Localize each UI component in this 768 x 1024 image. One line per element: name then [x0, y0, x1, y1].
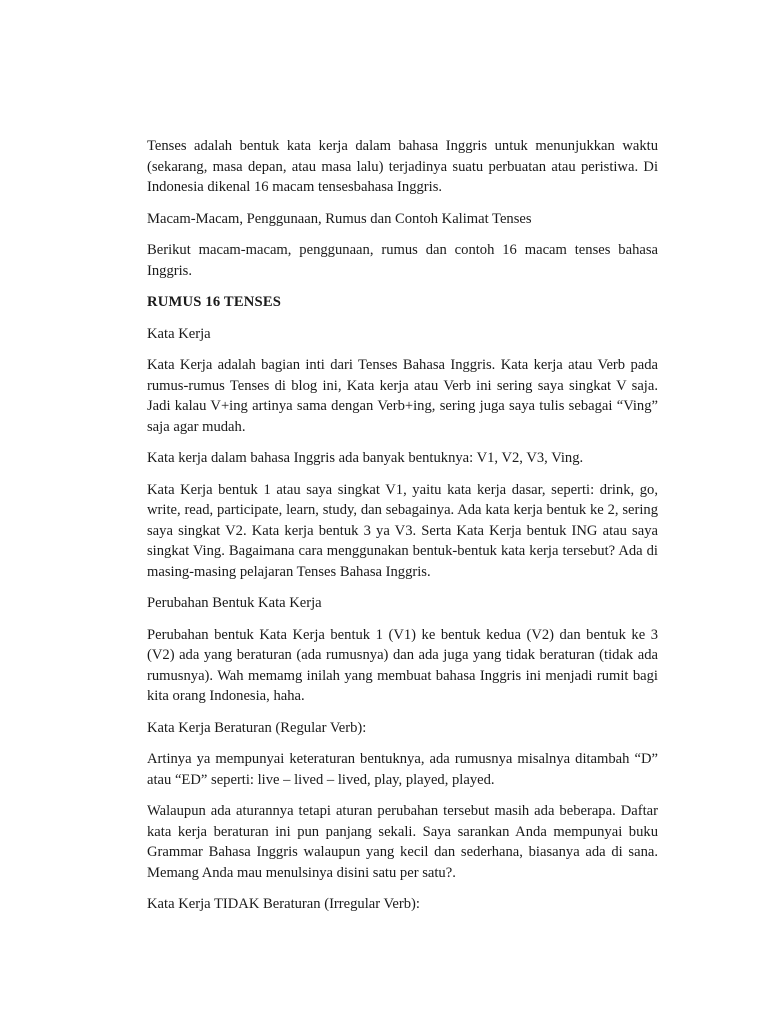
irregular-verb-title: Kata Kerja TIDAK Beraturan (Irregular Verb): [147, 896, 420, 912]
perubahan-paragraph: Perubahan bentuk Kata Kerja bentuk 1 (V1) ke bentuk kedua (V2) dan bentuk ke 3 (V2) ada yang beraturan (ada rumusnya) dan ada juga yang tidak beraturan (tidak ada rumusnya). Wah memamg inilah yang membuat bahasa Inggris ini menjadi rumit bagi kita orang Indonesia, haha. [147, 626, 658, 704]
perubahan-title: Perubahan Bentuk Kata Kerja [147, 595, 322, 611]
subtitle-paragraph: Macam-Macam, Penggunaan, Rumus dan Contoh Kalimat Tenses [147, 210, 532, 227]
bentuk-detail-paragraph: Kata Kerja bentuk 1 atau saya singkat V1, yaitu kata kerja dasar, seperti: drink, go, write, read, participate, learn, study, dan sebagainya. Ada kata kerja bentuk ke 2, sering saya singkat V2. Kata kerja bentuk 3 ya V3. Serta Kata Kerja bentuk ING atau saya singkat Ving. Bagaimana cara menggunakan bentuk-bentuk kata kerja tersebut? Ada di masing-masing pelajaran Tenses Bahasa Inggris. [147, 481, 658, 580]
lead-paragraph: Berikut macam-macam, penggunaan, rumus dan contoh 16 macam tenses bahasa Inggris. [147, 242, 658, 279]
regular-verb-note: Walaupun ada aturannya tetapi aturan perubahan tersebut masih ada beberapa. Daftar kata kerja beraturan ini pun panjang sekali. Saya sarankan Anda mempunyai buku Grammar Bahasa Inggris walaupun yang kecil dan sederhana, biasanya ada di sana. Memang Anda mau menulsinya disini satu per satu?. [147, 803, 658, 881]
intro-paragraph: Tenses adalah bentuk kata kerja dalam bahasa Inggris untuk menunjukkan waktu (sekarang, masa depan, atau masa lalu) terjadinya suatu perbuatan atau peristiwa. Di Indonesia dikenal 16 macam tensesbahasa Inggris. [147, 138, 658, 195]
regular-verb-title: Kata Kerja Beraturan (Regular Verb): [147, 719, 367, 736]
kata-kerja-title: Kata Kerja [147, 325, 211, 342]
bentuk-paragraph: Kata kerja dalam bahasa Inggris ada banyak bentuknya: V1, V2, V3, Ving. [147, 450, 584, 466]
document-page [147, 136, 658, 926]
kata-kerja-paragraph: Kata Kerja adalah bagian inti dari Tenses Bahasa Inggris. Kata kerja atau Verb pada rumus-rumus Tenses di blog ini, Kata kerja atau Verb ini sering saya singkat V saja. Jadi kalau V+ing artinya sama dengan Verb+ing, sering juga saya tulis sebagai “Ving” saja agar mudah. [147, 357, 658, 435]
regular-verb-paragraph: Artinya ya mempunyai keteraturan bentuknya, ada rumusnya misalnya ditambah “D” atau “ED” seperti: live – lived – lived, play, played, played. [147, 751, 658, 788]
section-heading: RUMUS 16 TENSES [147, 294, 282, 310]
